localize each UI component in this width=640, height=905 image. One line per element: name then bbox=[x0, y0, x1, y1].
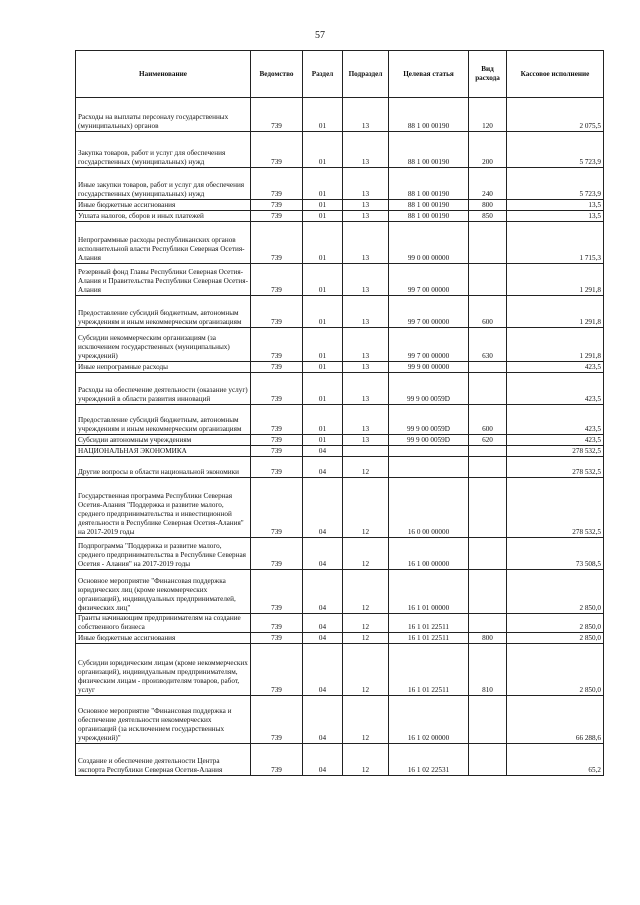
cell-razdel: 01 bbox=[303, 405, 343, 435]
table-row bbox=[76, 478, 604, 538]
table-row bbox=[76, 435, 604, 446]
cell-vedomstvo: 739 bbox=[251, 362, 303, 373]
cell-podrazdel: 12 bbox=[343, 696, 389, 744]
cell-name: Иные закупки товаров, работ и услуг для обеспечения государственных (муниципальных) нужд bbox=[76, 168, 251, 200]
cell-celevaya-statya: 16 0 00 00000 bbox=[389, 478, 469, 538]
cell-name: Государственная программа Республики Северная Осетия-Алания "Поддержка и развитие малого, среднего предпринимательства и инвестиционной деятельности в Республике Северная Осетия-Алания" на 2017-2019 годы bbox=[76, 478, 251, 538]
cell-kassovoe-ispolnenie: 278 532,5 bbox=[507, 457, 604, 478]
cell-name: Иные бюджетные ассигнования bbox=[76, 200, 251, 211]
header-kassovoe-ispolnenie: Кассовое исполнение bbox=[507, 51, 604, 98]
cell-name: Другие вопросы в области национальной экономики bbox=[76, 457, 251, 478]
cell-celevaya-statya: 99 9 00 0059D bbox=[389, 435, 469, 446]
cell-vedomstvo: 739 bbox=[251, 200, 303, 211]
cell-vid-rashoda: 810 bbox=[469, 644, 507, 696]
cell-vedomstvo: 739 bbox=[251, 446, 303, 457]
cell-razdel: 01 bbox=[303, 373, 343, 405]
cell-podrazdel: 13 bbox=[343, 435, 389, 446]
table-row bbox=[76, 633, 604, 644]
cell-razdel: 01 bbox=[303, 328, 343, 362]
cell-vid-rashoda bbox=[469, 744, 507, 776]
cell-podrazdel: 12 bbox=[343, 457, 389, 478]
cell-razdel: 04 bbox=[303, 570, 343, 614]
cell-razdel: 01 bbox=[303, 98, 343, 132]
cell-celevaya-statya bbox=[389, 457, 469, 478]
header-podrazdel: Подраздел bbox=[343, 51, 389, 98]
cell-podrazdel: 13 bbox=[343, 362, 389, 373]
table-row bbox=[76, 744, 604, 776]
cell-podrazdel bbox=[343, 446, 389, 457]
cell-celevaya-statya: 99 9 00 0059D bbox=[389, 405, 469, 435]
cell-podrazdel: 13 bbox=[343, 222, 389, 264]
table-row bbox=[76, 200, 604, 211]
cell-celevaya-statya: 16 1 02 22531 bbox=[389, 744, 469, 776]
cell-kassovoe-ispolnenie: 13,5 bbox=[507, 200, 604, 211]
cell-vid-rashoda bbox=[469, 446, 507, 457]
cell-vid-rashoda bbox=[469, 373, 507, 405]
cell-podrazdel: 12 bbox=[343, 633, 389, 644]
table-row bbox=[76, 168, 604, 200]
cell-razdel: 04 bbox=[303, 538, 343, 570]
cell-vid-rashoda: 600 bbox=[469, 296, 507, 328]
cell-celevaya-statya: 99 7 00 00000 bbox=[389, 328, 469, 362]
cell-podrazdel: 13 bbox=[343, 296, 389, 328]
header-razdel: Раздел bbox=[303, 51, 343, 98]
cell-kassovoe-ispolnenie: 5 723,9 bbox=[507, 132, 604, 168]
cell-vid-rashoda: 240 bbox=[469, 168, 507, 200]
cell-razdel: 01 bbox=[303, 264, 343, 296]
budget-table bbox=[75, 50, 604, 776]
cell-celevaya-statya: 88 1 00 00190 bbox=[389, 168, 469, 200]
cell-name: Основное мероприятие "Финансовая поддержка юридических лиц (кроме некоммерческих организаций), индивидуальных предпринимателей, физических лиц" bbox=[76, 570, 251, 614]
cell-kassovoe-ispolnenie: 423,5 bbox=[507, 373, 604, 405]
cell-vedomstvo: 739 bbox=[251, 744, 303, 776]
cell-razdel: 04 bbox=[303, 446, 343, 457]
table-row bbox=[76, 362, 604, 373]
table-row bbox=[76, 132, 604, 168]
cell-vid-rashoda bbox=[469, 362, 507, 373]
cell-vid-rashoda bbox=[469, 538, 507, 570]
cell-name: Закупка товаров, работ и услуг для обеспечения государственных (муниципальных) нужд bbox=[76, 132, 251, 168]
cell-kassovoe-ispolnenie: 5 723,9 bbox=[507, 168, 604, 200]
cell-vid-rashoda bbox=[469, 570, 507, 614]
cell-kassovoe-ispolnenie: 278 532,5 bbox=[507, 446, 604, 457]
cell-celevaya-statya bbox=[389, 446, 469, 457]
table-row bbox=[76, 222, 604, 264]
table-row bbox=[76, 211, 604, 222]
cell-name: Резервный фонд Главы Республики Северная Осетия-Алания и Правительства Республики Северная Осетия-Алания bbox=[76, 264, 251, 296]
table-row bbox=[76, 570, 604, 614]
cell-name: Субсидии некоммерческим организациям (за исключением государственных (муниципальных) учреждений) bbox=[76, 328, 251, 362]
header-celevaya-statya: Целевая статья bbox=[389, 51, 469, 98]
cell-razdel: 04 bbox=[303, 633, 343, 644]
cell-vedomstvo: 739 bbox=[251, 405, 303, 435]
cell-celevaya-statya: 16 1 01 22511 bbox=[389, 633, 469, 644]
cell-celevaya-statya: 99 7 00 00000 bbox=[389, 296, 469, 328]
cell-podrazdel: 12 bbox=[343, 614, 389, 633]
cell-vid-rashoda bbox=[469, 614, 507, 633]
cell-razdel: 01 bbox=[303, 435, 343, 446]
cell-name: Подпрограмма "Поддержка и развитие малого, среднего предпринимательства в Республике Северная Осетия - Алания" на 2017-2019 годы bbox=[76, 538, 251, 570]
cell-kassovoe-ispolnenie: 13,5 bbox=[507, 211, 604, 222]
table-row bbox=[76, 405, 604, 435]
cell-razdel: 04 bbox=[303, 744, 343, 776]
cell-podrazdel: 12 bbox=[343, 478, 389, 538]
cell-vid-rashoda bbox=[469, 478, 507, 538]
cell-vid-rashoda bbox=[469, 264, 507, 296]
page-number: 57 bbox=[315, 30, 325, 41]
cell-name: Расходы на обеспечение деятельности (оказание услуг) учреждений в области развития инноваций bbox=[76, 373, 251, 405]
cell-razdel: 01 bbox=[303, 222, 343, 264]
cell-kassovoe-ispolnenie: 1 291,8 bbox=[507, 296, 604, 328]
cell-vid-rashoda: 120 bbox=[469, 98, 507, 132]
cell-kassovoe-ispolnenie: 73 508,5 bbox=[507, 538, 604, 570]
header-name: Наименование bbox=[76, 51, 251, 98]
cell-celevaya-statya: 88 1 00 00190 bbox=[389, 98, 469, 132]
cell-podrazdel: 12 bbox=[343, 744, 389, 776]
cell-vedomstvo: 739 bbox=[251, 328, 303, 362]
cell-name: НАЦИОНАЛЬНАЯ ЭКОНОМИКА bbox=[76, 446, 251, 457]
table-row bbox=[76, 373, 604, 405]
cell-kassovoe-ispolnenie: 66 288,6 bbox=[507, 696, 604, 744]
cell-name: Иные непрограмные расходы bbox=[76, 362, 251, 373]
cell-razdel: 01 bbox=[303, 362, 343, 373]
cell-podrazdel: 13 bbox=[343, 373, 389, 405]
cell-podrazdel: 13 bbox=[343, 328, 389, 362]
cell-vedomstvo: 739 bbox=[251, 644, 303, 696]
cell-razdel: 01 bbox=[303, 168, 343, 200]
cell-name: Субсидии автономным учреждениям bbox=[76, 435, 251, 446]
cell-celevaya-statya: 88 1 00 00190 bbox=[389, 200, 469, 211]
cell-vid-rashoda: 850 bbox=[469, 211, 507, 222]
cell-podrazdel: 13 bbox=[343, 98, 389, 132]
table-row bbox=[76, 98, 604, 132]
table-row bbox=[76, 614, 604, 633]
cell-vedomstvo: 739 bbox=[251, 570, 303, 614]
cell-vedomstvo: 739 bbox=[251, 696, 303, 744]
cell-vedomstvo: 739 bbox=[251, 296, 303, 328]
table-row bbox=[76, 644, 604, 696]
cell-vid-rashoda bbox=[469, 696, 507, 744]
cell-razdel: 01 bbox=[303, 132, 343, 168]
cell-razdel: 01 bbox=[303, 211, 343, 222]
cell-vid-rashoda bbox=[469, 457, 507, 478]
cell-vedomstvo: 739 bbox=[251, 168, 303, 200]
cell-celevaya-statya: 88 1 00 00190 bbox=[389, 211, 469, 222]
cell-vid-rashoda: 800 bbox=[469, 200, 507, 211]
cell-kassovoe-ispolnenie: 2 850,0 bbox=[507, 614, 604, 633]
cell-celevaya-statya: 99 9 00 00000 bbox=[389, 362, 469, 373]
cell-vedomstvo: 739 bbox=[251, 222, 303, 264]
cell-podrazdel: 13 bbox=[343, 405, 389, 435]
table-row bbox=[76, 538, 604, 570]
cell-vedomstvo: 739 bbox=[251, 435, 303, 446]
cell-kassovoe-ispolnenie: 1 291,8 bbox=[507, 328, 604, 362]
table-row bbox=[76, 457, 604, 478]
cell-name: Субсидии юридическим лицам (кроме некоммерческих организаций), индивидуальным предпринимателям, физическим лицам - производителям товаров, работ, услуг bbox=[76, 644, 251, 696]
cell-podrazdel: 13 bbox=[343, 168, 389, 200]
cell-podrazdel: 13 bbox=[343, 200, 389, 211]
cell-razdel: 04 bbox=[303, 644, 343, 696]
cell-razdel: 01 bbox=[303, 296, 343, 328]
cell-kassovoe-ispolnenie: 2 850,0 bbox=[507, 633, 604, 644]
cell-celevaya-statya: 99 0 00 00000 bbox=[389, 222, 469, 264]
cell-vedomstvo: 739 bbox=[251, 211, 303, 222]
cell-vedomstvo: 739 bbox=[251, 538, 303, 570]
cell-podrazdel: 13 bbox=[343, 132, 389, 168]
cell-name: Гранты начинающим предпринимателям на создание собственного бизнеса bbox=[76, 614, 251, 633]
cell-kassovoe-ispolnenie: 278 532,5 bbox=[507, 478, 604, 538]
table-row bbox=[76, 264, 604, 296]
cell-vedomstvo: 739 bbox=[251, 98, 303, 132]
cell-vid-rashoda: 620 bbox=[469, 435, 507, 446]
cell-celevaya-statya: 16 1 00 00000 bbox=[389, 538, 469, 570]
cell-kassovoe-ispolnenie: 423,5 bbox=[507, 435, 604, 446]
cell-razdel: 01 bbox=[303, 200, 343, 211]
cell-vid-rashoda: 600 bbox=[469, 405, 507, 435]
cell-vid-rashoda bbox=[469, 222, 507, 264]
cell-vedomstvo: 739 bbox=[251, 373, 303, 405]
cell-podrazdel: 13 bbox=[343, 264, 389, 296]
cell-name: Предоставление субсидий бюджетным, автономным учреждениям и иным некоммерческим организациям bbox=[76, 296, 251, 328]
cell-vedomstvo: 739 bbox=[251, 264, 303, 296]
cell-kassovoe-ispolnenie: 2 850,0 bbox=[507, 570, 604, 614]
table-row bbox=[76, 328, 604, 362]
cell-celevaya-statya: 16 1 01 00000 bbox=[389, 570, 469, 614]
cell-kassovoe-ispolnenie: 1 291,8 bbox=[507, 264, 604, 296]
cell-razdel: 04 bbox=[303, 457, 343, 478]
cell-kassovoe-ispolnenie: 2 075,5 bbox=[507, 98, 604, 132]
cell-celevaya-statya: 88 1 00 00190 bbox=[389, 132, 469, 168]
cell-celevaya-statya: 16 1 02 00000 bbox=[389, 696, 469, 744]
cell-celevaya-statya: 99 7 00 00000 bbox=[389, 264, 469, 296]
cell-name: Иные бюджетные ассигнования bbox=[76, 633, 251, 644]
cell-razdel: 04 bbox=[303, 614, 343, 633]
cell-podrazdel: 12 bbox=[343, 644, 389, 696]
header-vid-rashoda: Вид расхода bbox=[469, 51, 507, 98]
cell-vid-rashoda: 200 bbox=[469, 132, 507, 168]
cell-name: Основное мероприятие "Финансовая поддержка и обеспечение деятельности некоммерческих организаций (за исключением государственных учреждений)" bbox=[76, 696, 251, 744]
cell-kassovoe-ispolnenie: 65,2 bbox=[507, 744, 604, 776]
cell-celevaya-statya: 99 9 00 0059D bbox=[389, 373, 469, 405]
table-row bbox=[76, 446, 604, 457]
cell-vedomstvo: 739 bbox=[251, 614, 303, 633]
table-row bbox=[76, 296, 604, 328]
cell-celevaya-statya: 16 1 01 22511 bbox=[389, 614, 469, 633]
cell-podrazdel: 12 bbox=[343, 570, 389, 614]
cell-vedomstvo: 739 bbox=[251, 132, 303, 168]
cell-razdel: 04 bbox=[303, 696, 343, 744]
cell-celevaya-statya: 16 1 01 22511 bbox=[389, 644, 469, 696]
cell-name: Уплата налогов, сборов и иных платежей bbox=[76, 211, 251, 222]
cell-vedomstvo: 739 bbox=[251, 457, 303, 478]
cell-vid-rashoda: 800 bbox=[469, 633, 507, 644]
cell-vedomstvo: 739 bbox=[251, 478, 303, 538]
cell-vid-rashoda: 630 bbox=[469, 328, 507, 362]
cell-podrazdel: 12 bbox=[343, 538, 389, 570]
cell-podrazdel: 13 bbox=[343, 211, 389, 222]
cell-kassovoe-ispolnenie: 1 715,3 bbox=[507, 222, 604, 264]
cell-kassovoe-ispolnenie: 423,5 bbox=[507, 362, 604, 373]
table-row bbox=[76, 696, 604, 744]
cell-name: Создание и обеспечение деятельности Центра экспорта Республики Северная Осетия-Алания bbox=[76, 744, 251, 776]
cell-kassovoe-ispolnenie: 423,5 bbox=[507, 405, 604, 435]
cell-vedomstvo: 739 bbox=[251, 633, 303, 644]
cell-name: Предоставление субсидий бюджетным, автономным учреждениям и иным некоммерческим организациям bbox=[76, 405, 251, 435]
cell-name: Расходы на выплаты персоналу государственных (муниципальных) органов bbox=[76, 98, 251, 132]
cell-kassovoe-ispolnenie: 2 850,0 bbox=[507, 644, 604, 696]
cell-name: Непрограммные расходы республиканских органов исполнительной власти Республики Северная Осетия-Алания bbox=[76, 222, 251, 264]
cell-razdel: 04 bbox=[303, 478, 343, 538]
header-vedomstvo: Ведомство bbox=[251, 51, 303, 98]
header-row bbox=[76, 51, 604, 98]
